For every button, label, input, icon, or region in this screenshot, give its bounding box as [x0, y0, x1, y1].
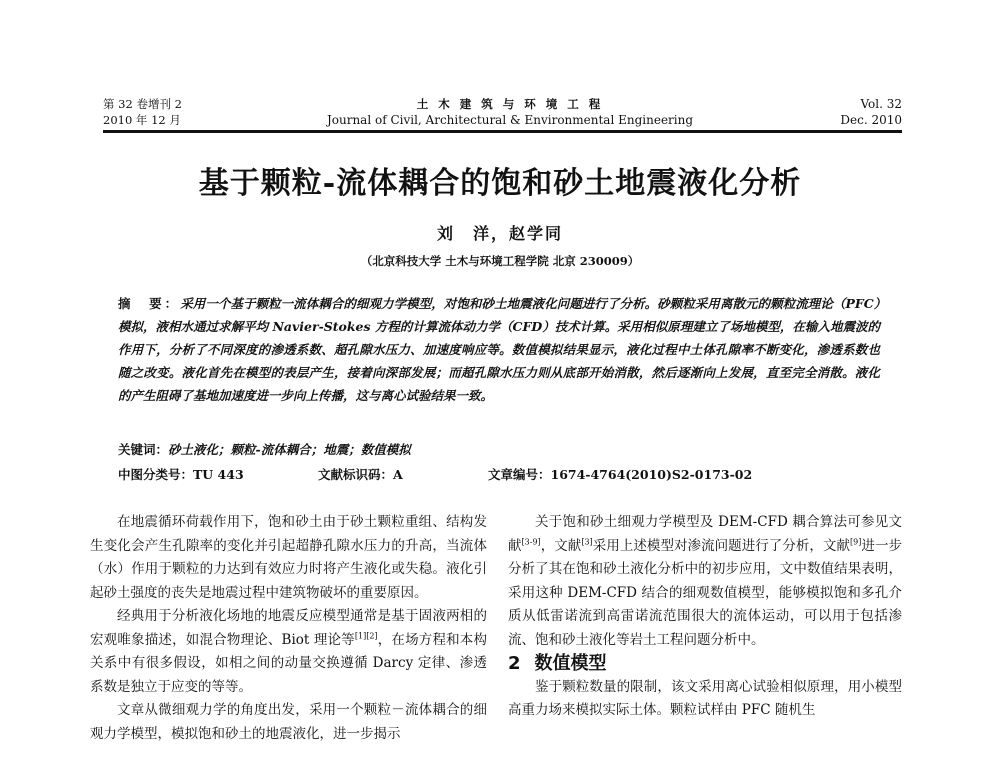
section-number: 2	[508, 653, 521, 674]
body-right-column	[508, 511, 902, 723]
journal-name	[300, 96, 720, 128]
paragraph: 文章从微细观力学的角度出发，采用一个颗粒－流体耦合的细观力学模型，模拟饱和砂土的地震液化，进一步揭示	[90, 702, 487, 742]
keywords	[118, 440, 880, 458]
citation: [3]	[581, 537, 593, 546]
keywords-label: 关键词：	[118, 442, 169, 457]
journal-volume-info	[103, 96, 182, 128]
abstract-label: 摘 要：	[118, 296, 181, 311]
abstract-text: 采用一个基于颗粒一流体耦合的细观力学模型，对饱和砂土地震液化问题进行了分析。砂颗粒采用离散元的颗粒流理论（PFC）模拟，液相水通过求解平均 Navier-Stokes 方程的计算流体动力学（CFD）技术计算。采用相似原理建立了场地模型，在输入地震波的作用下，分析了不同深度的渗透系数、超孔隙水压力、加速度响应等。数值模拟结果显示，液化过程中土体孔隙率不断变化，渗透系数也随之改变。液化首先在模型的表层产生，接着向深部发展；而超孔隙水压力则从底部开始消散，然后逐渐向上发展，直至完全消散。液化的产生阻碍了基地加速度进一步向上传播，这与离心试验结果一致。	[118, 296, 880, 403]
keywords-value: 砂土液化；颗粒-流体耦合；地震；数值模拟	[168, 442, 411, 457]
article-title: 基于颗粒-流体耦合的饱和砂土地震液化分析	[198, 166, 802, 201]
paragraph: 关于饱和砂土细观力学模型及 DEM-CFD 耦合算法可参见文献[3-9]，文献[3]采用上述模型对渗流问题进行了分析，文献[9]进一步分析了其在饱和砂土液化分析中的初步应用，文中数值结果表明，采用这种 DEM-CFD 结合的细观数值模型，能够模拟饱和多孔介质从低雷诺流到高雷诺流范围很大的流体运动，可以用于包括渗流、饱和砂土液化等岩土工程问题分析中。	[508, 514, 903, 648]
journal-name-cn: 土 木 建 筑 与 环 境 工 程	[416, 97, 604, 111]
article-authors: 刘 洋，赵学同	[436, 224, 563, 243]
citation: [1][2]	[354, 631, 378, 640]
paragraph: 经典用于分析液化场地的地震反应模型通常是基于固液两相的宏观唯象描述，如混合物理论、Biot 理论等[1][2]，在场方程和本构关系中有很多假设，如相之间的动量交换遵循 Darcy 定律、渗透系数是独立于应变的等等。	[90, 608, 487, 695]
header-rule	[103, 130, 902, 133]
citation: [3-9]	[521, 537, 541, 546]
date-en: Dec. 2010	[840, 113, 902, 127]
journal-name-en: Journal of Civil, Architectural & Environmental Engineering	[326, 113, 694, 127]
publication-date: 2010 年 12 月	[103, 113, 181, 127]
paragraph: 在地震循环荷载作用下，饱和砂土由于砂土颗粒重组、结构发生变化会产生孔隙率的变化并引起超静孔隙水压力的升高，当流体（水）作用于颗粒的力达到有效应力时将产生液化或失稳。液化引起砂土强度的丧失是地震过程中建筑物破坏的重要原因。	[90, 514, 487, 601]
clc-number: 中图分类号：TU 443	[118, 467, 244, 482]
document-code: 文献标识码：A	[318, 467, 403, 482]
article-number: 文章编号：1674-4764(2010)S2-0173-02	[488, 467, 753, 482]
volume-issue: 第 32 卷增刊 2	[103, 97, 182, 111]
paragraph: 鉴于颗粒数量的限制，该文采用离心试验相似原理，用小模型高重力场来模拟实际土体。颗粒试样由 PFC 随机生	[508, 678, 902, 718]
section-heading	[508, 652, 902, 676]
author-affiliation: （北京科技大学 土木与环境工程学院 北京 230009）	[360, 254, 640, 268]
citation: [9]	[850, 537, 862, 546]
section-title: 数值模型	[534, 653, 607, 674]
volume-en: Vol. 32	[860, 97, 902, 111]
journal-volume-en	[840, 96, 902, 128]
abstract	[118, 292, 880, 407]
body-left-column	[90, 511, 487, 746]
